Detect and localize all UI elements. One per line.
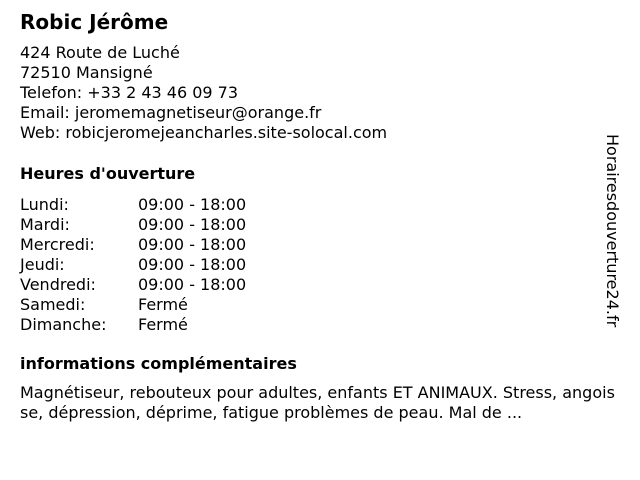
- time-value: Fermé: [138, 295, 188, 314]
- hours-row-wednesday: [20, 235, 280, 255]
- day-label: Samedi:: [20, 295, 86, 314]
- time-value: 09:00 - 18:00: [138, 255, 247, 274]
- hours-row-friday: [20, 275, 280, 295]
- time-value: 09:00 - 18:00: [138, 235, 247, 254]
- time-value: 09:00 - 18:00: [138, 215, 247, 234]
- day-label: Mardi:: [20, 215, 70, 234]
- day-label: Vendredi:: [20, 275, 96, 294]
- hours-row-sunday: [20, 315, 280, 335]
- email-line: Email: jeromemagnetiseur@orange.fr: [20, 103, 322, 122]
- hours-row-thursday: [20, 255, 280, 275]
- hours-row-monday: [20, 195, 280, 215]
- hours-row-saturday: [20, 295, 280, 315]
- day-label: Dimanche:: [20, 315, 107, 334]
- business-name: Robic Jérôme: [20, 10, 169, 34]
- day-label: Lundi:: [20, 195, 69, 214]
- address-line-city: 72510 Mansigné: [20, 63, 153, 82]
- day-label: Mercredi:: [20, 235, 95, 254]
- info-heading: informations complémentaires: [20, 354, 297, 373]
- hours-row-tuesday: [20, 215, 280, 235]
- web-line: Web: robicjeromejeancharles.site-solocal.com: [20, 123, 388, 142]
- opening-hours-table: [20, 195, 280, 335]
- contact-block: [20, 43, 387, 143]
- day-label: Jeudi:: [20, 255, 65, 274]
- info-description: Magnétiseur, rebouteux pour adultes, enfants ET ANIMAUX. Stress, angoisse, dépression, déprime, fatigue problèmes de peau. Mal de ...: [20, 383, 615, 422]
- phone-line: Telefon: +33 2 43 46 09 73: [20, 83, 239, 102]
- hours-heading: Heures d'ouverture: [20, 164, 196, 183]
- time-value: 09:00 - 18:00: [138, 275, 247, 294]
- address-line-street: 424 Route de Luché: [20, 43, 180, 62]
- time-value: Fermé: [138, 315, 188, 334]
- site-brand-watermark: Horairesdouverture24.fr: [603, 134, 622, 328]
- time-value: 09:00 - 18:00: [138, 195, 247, 214]
